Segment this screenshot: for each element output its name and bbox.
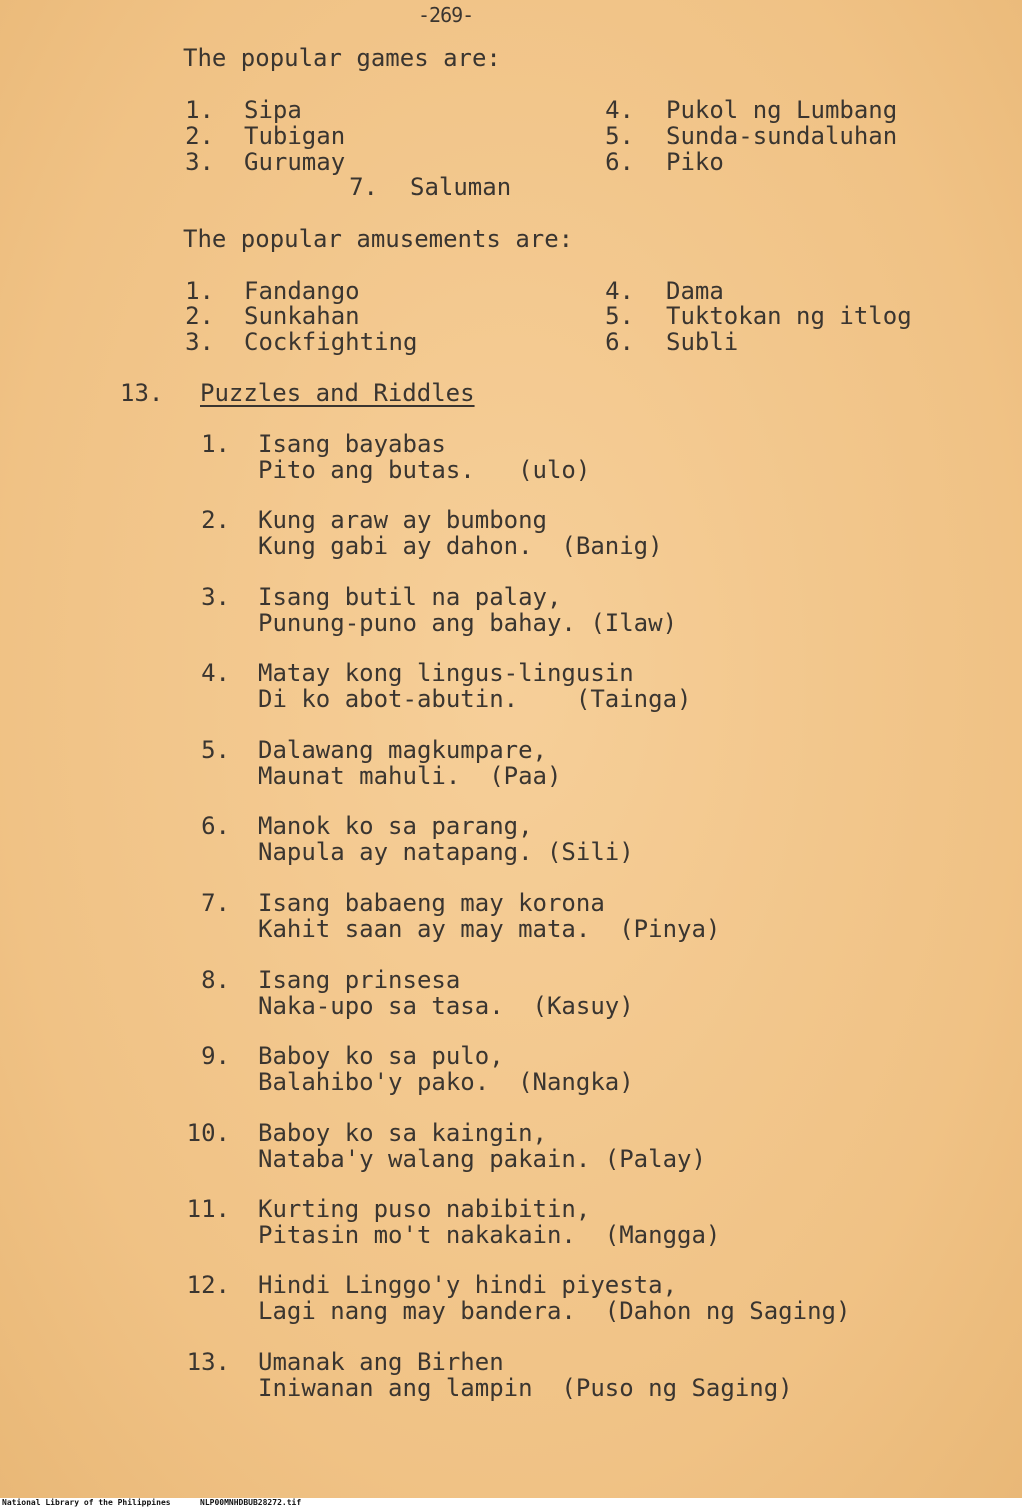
riddle-line: Manok ko sa parang, [258, 812, 533, 840]
riddle-line: Baboy ko sa pulo, [258, 1042, 504, 1070]
amusements-item: Dama [666, 277, 724, 305]
games-item: Tubigan [244, 122, 346, 150]
riddle-number: 6. [201, 812, 230, 840]
riddle-answer-line: Naka-upo sa tasa. (Kasuy) [258, 992, 634, 1020]
games-item-number: 6. [605, 148, 634, 176]
games-item-number: 4. [605, 96, 634, 124]
riddle-number: 4. [201, 659, 230, 687]
games-item: Sunda-sundaluhan [666, 122, 898, 150]
riddle-number: 10. [186, 1119, 230, 1147]
riddle-number: 2. [201, 506, 230, 534]
games-item: Saluman [410, 173, 512, 201]
riddle-number: 3. [201, 583, 230, 611]
riddle-line: Baboy ko sa kaingin, [258, 1119, 547, 1147]
amusements-item-number: 6. [605, 328, 634, 356]
riddle-line: Isang butil na palay, [258, 583, 562, 611]
games-item-number: 1. [185, 96, 214, 124]
games-item-number: 2. [185, 122, 214, 150]
scan-footer [0, 1498, 1022, 1508]
page-number: -269- [418, 3, 485, 27]
riddle-number: 8. [201, 966, 230, 994]
riddle-number: 11. [186, 1195, 230, 1223]
riddle-answer-line: Pito ang butas. (ulo) [258, 456, 591, 484]
riddle-line: Isang babaeng may korona [258, 889, 605, 917]
riddle-line: Matay kong lingus-lingusin [258, 659, 634, 687]
games-item: Pukol ng Lumbang [666, 96, 898, 124]
amusements-item-number: 1. [185, 277, 214, 305]
amusements-item: Subli [666, 328, 739, 356]
amusements-item-number: 5. [605, 302, 634, 330]
footer-filename: NLP00MNHDBUB28272.tif [200, 1498, 302, 1507]
games-item: Gurumay [244, 148, 346, 176]
riddle-line: Kurting puso nabibitin, [258, 1195, 591, 1223]
games-item-number: 7. [349, 173, 378, 201]
amusements-item-number: 4. [605, 277, 634, 305]
footer-library: National Library of the Philippines [2, 1498, 171, 1507]
riddle-answer-line: Kahit saan ay may mata. (Pinya) [258, 915, 721, 943]
riddle-line: Kung araw ay bumbong [258, 506, 547, 534]
riddle-answer-line: Maunat mahuli. (Paa) [258, 762, 562, 790]
amusements-item: Cockfighting [244, 328, 418, 356]
riddle-number: 5. [201, 736, 230, 764]
games-item-number: 5. [605, 122, 634, 150]
riddle-line: Dalawang magkumpare, [258, 736, 547, 764]
section-number: 13. [120, 379, 164, 407]
riddle-number: 1. [201, 430, 230, 458]
amusements-heading: The popular amusements are: [183, 225, 574, 253]
riddle-answer-line: Kung gabi ay dahon. (Banig) [258, 532, 663, 560]
games-item: Sipa [244, 96, 302, 124]
riddle-number: 9. [201, 1042, 230, 1070]
amusements-item: Fandango [244, 277, 360, 305]
amusements-item: Tuktokan ng itlog [666, 302, 912, 330]
riddle-line: Isang bayabas [258, 430, 446, 458]
riddle-answer-line: Napula ay natapang. (Sili) [258, 838, 634, 866]
riddle-line: Hindi Linggo'y hindi piyesta, [258, 1271, 678, 1299]
riddle-number: 12. [186, 1271, 230, 1299]
riddle-answer-line: Balahibo'y pako. (Nangka) [258, 1068, 634, 1096]
section-title: Puzzles and Riddles [200, 379, 475, 407]
riddle-answer-line: Iniwanan ang lampin (Puso ng Saging) [258, 1374, 793, 1402]
riddle-line: Isang prinsesa [258, 966, 461, 994]
riddle-number: 13. [186, 1348, 230, 1376]
games-heading: The popular games are: [183, 44, 501, 72]
riddle-answer-line: Di ko abot-abutin. (Tainga) [258, 685, 692, 713]
amusements-item-number: 3. [185, 328, 214, 356]
games-item-number: 3. [185, 148, 214, 176]
riddle-line: Umanak ang Birhen [258, 1348, 504, 1376]
riddle-answer-line: Punung-puno ang bahay. (Ilaw) [258, 609, 678, 637]
riddle-number: 7. [201, 889, 230, 917]
riddle-answer-line: Nataba'y walang pakain. (Palay) [258, 1145, 706, 1173]
riddle-answer-line: Pitasin mo't nakakain. (Mangga) [258, 1221, 721, 1249]
amusements-item: Sunkahan [244, 302, 360, 330]
games-item: Piko [666, 148, 724, 176]
riddle-answer-line: Lagi nang may bandera. (Dahon ng Saging) [258, 1297, 851, 1325]
amusements-item-number: 2. [185, 302, 214, 330]
